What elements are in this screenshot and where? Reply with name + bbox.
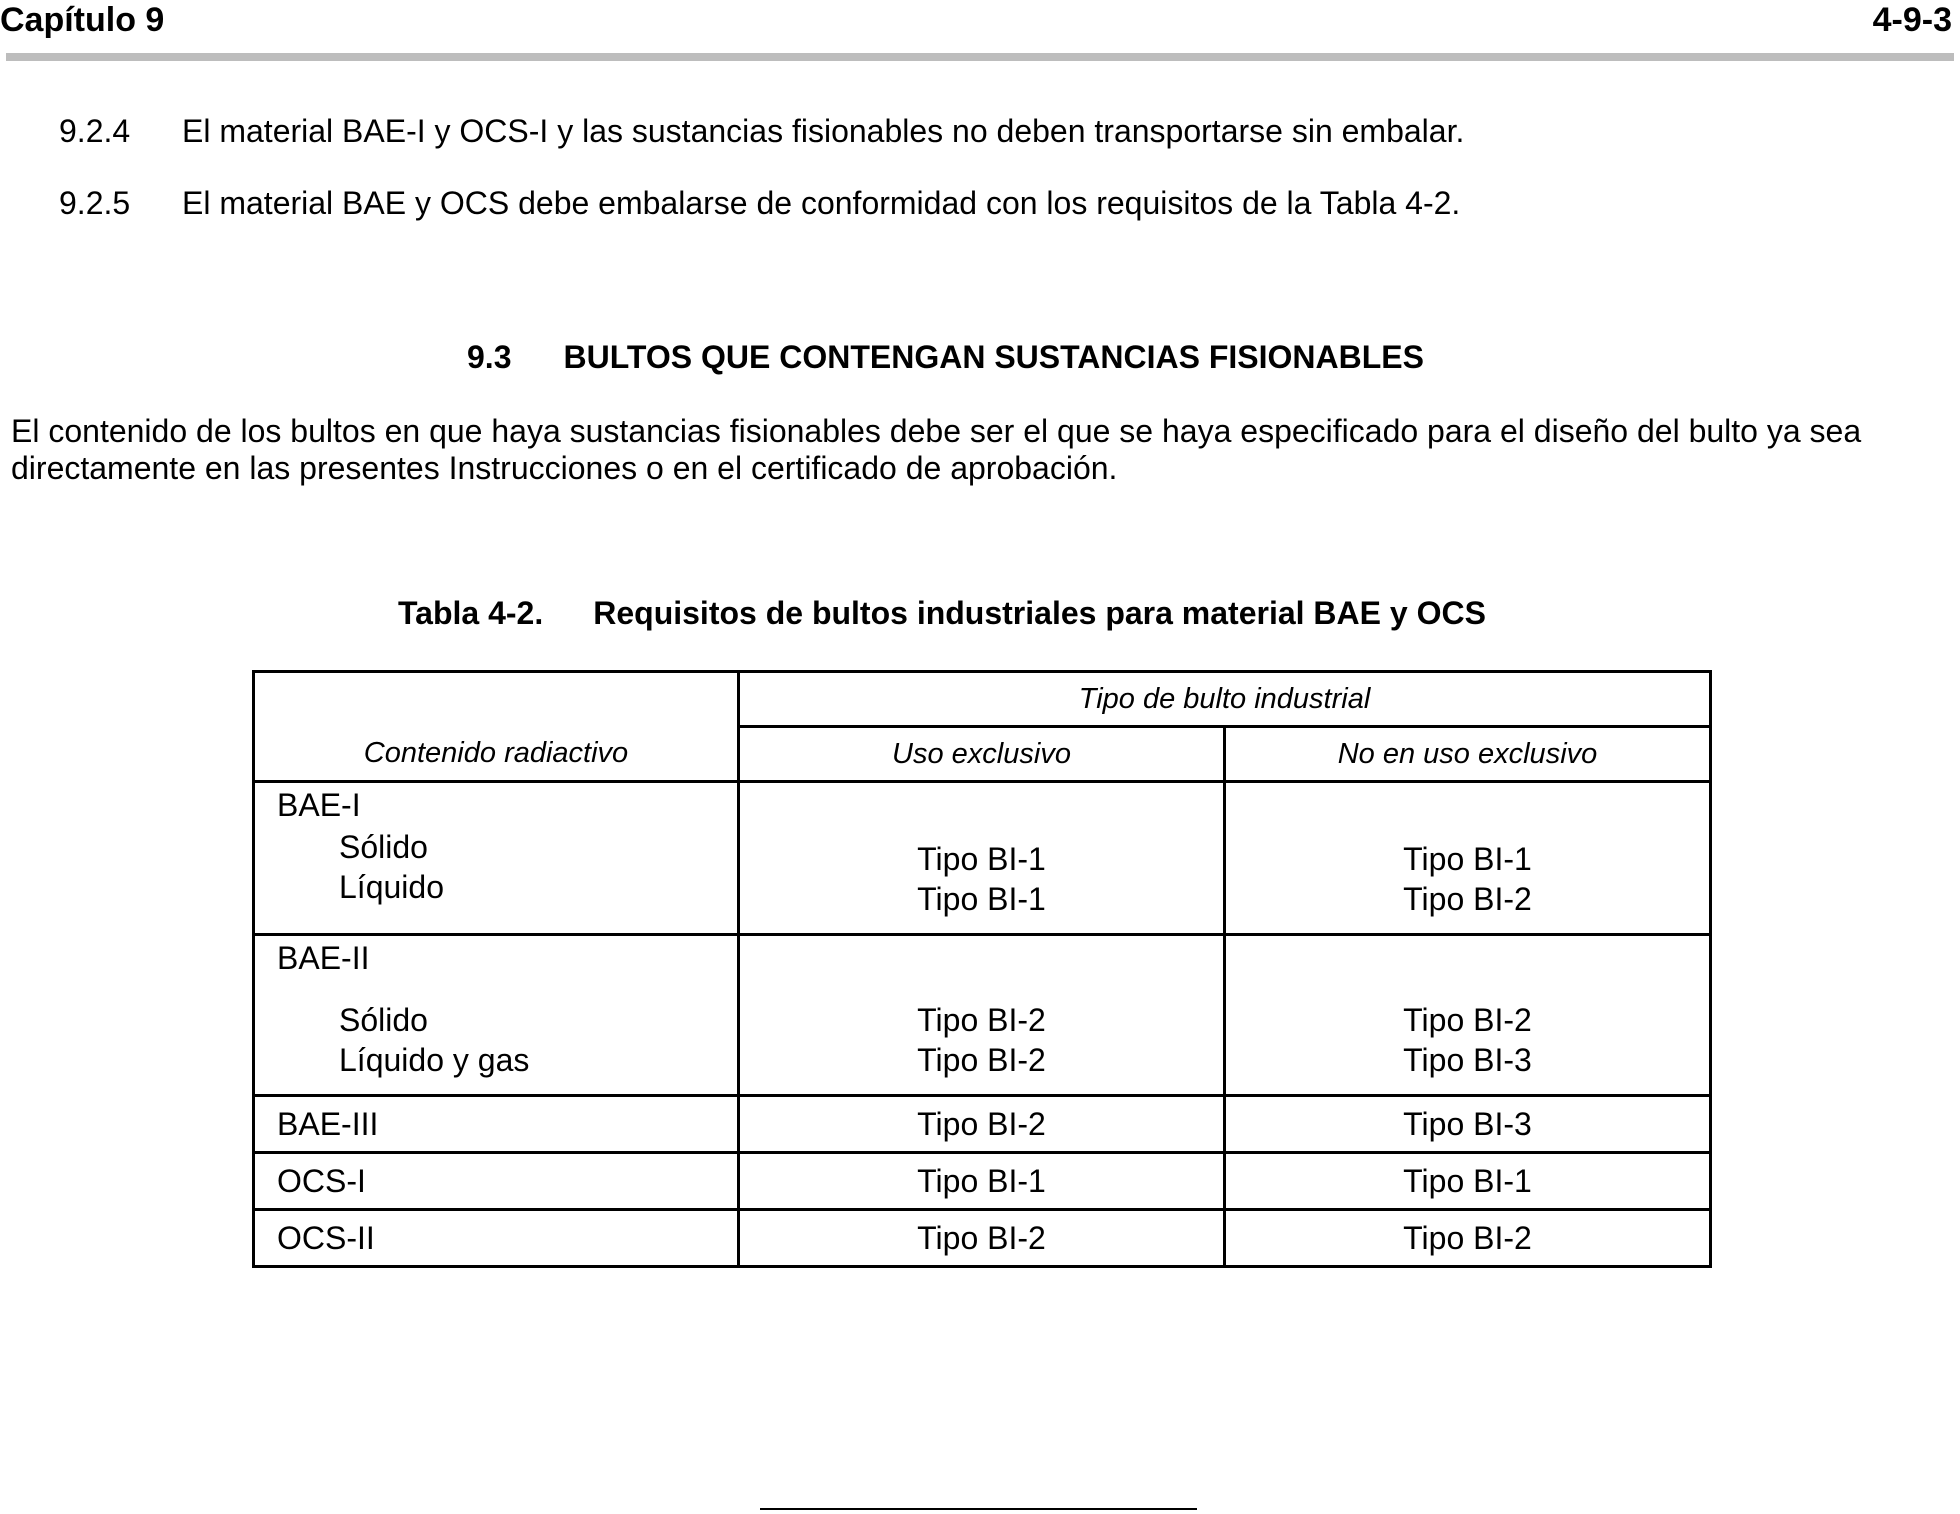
table-cell-value: Tipo BI-1 <box>917 841 1046 877</box>
content-cell <box>254 782 739 935</box>
exclusive-cell <box>739 935 1225 1096</box>
table-caption-title: Requisitos de bultos industriales para material BAE y OCS <box>593 595 1486 631</box>
table-row-bae-ii <box>254 935 1711 1096</box>
table-cell-value: Tipo BI-1 <box>917 881 1046 917</box>
sub-item: Líquido <box>339 869 444 905</box>
paragraph-number: 9.2.4 <box>59 113 131 149</box>
exclusive-cell: Tipo BI-1 <box>739 1153 1225 1210</box>
table-caption-number: Tabla 4-2. <box>398 595 544 631</box>
table-cell-value: Tipo BI-3 <box>1403 1042 1532 1078</box>
table-row-bae-i <box>254 782 1711 935</box>
non-exclusive-cell: Tipo BI-3 <box>1225 1096 1711 1153</box>
sub-item: Sólido <box>339 1002 428 1038</box>
table-row-ocs-i <box>254 1153 1711 1210</box>
col-header-exclusive: Uso exclusivo <box>739 727 1225 782</box>
table-cell-value: Tipo BI-1 <box>1403 841 1532 877</box>
col-header-group: Tipo de bulto industrial <box>739 672 1711 727</box>
section-heading <box>467 338 1424 376</box>
sub-item: Sólido <box>339 829 428 865</box>
content-cell <box>254 935 739 1096</box>
exclusive-cell <box>739 782 1225 935</box>
exclusive-cell: Tipo BI-2 <box>739 1096 1225 1153</box>
paragraph-text: El material BAE y OCS debe embalarse de conformidad con los requisitos de la Tabla 4-2. <box>182 185 1461 221</box>
requirements-table <box>252 670 1712 1268</box>
content-cell: OCS-II <box>254 1210 739 1267</box>
paragraph-number: 9.2.5 <box>59 185 131 221</box>
table-header-row <box>254 672 1711 727</box>
table-row-ocs-ii <box>254 1210 1711 1267</box>
group-label: BAE-II <box>277 940 370 976</box>
section-body: El contenido de los bultos en que haya sustancias fisionables debe ser el que se haya especificado para el diseño del bulto ya sea directamente en las presentes Instrucciones o en el certificado de aprobación. <box>11 413 1862 486</box>
col-header-non-exclusive: No en uso exclusivo <box>1225 727 1711 782</box>
content-cell: OCS-I <box>254 1153 739 1210</box>
exclusive-cell: Tipo BI-2 <box>739 1210 1225 1267</box>
non-exclusive-cell <box>1225 935 1711 1096</box>
table-cell-value: Tipo BI-2 <box>1403 881 1532 917</box>
table-cell-value: Tipo BI-2 <box>917 1002 1046 1038</box>
table-row-bae-iii <box>254 1096 1711 1153</box>
page-number: 4-9-3 <box>1872 1 1952 39</box>
non-exclusive-cell: Tipo BI-1 <box>1225 1153 1711 1210</box>
table-cell-value: Tipo BI-2 <box>917 1042 1046 1078</box>
sub-item: Líquido y gas <box>339 1042 530 1078</box>
table-caption <box>398 594 1486 632</box>
section-title: BULTOS QUE CONTENGAN SUSTANCIAS FISIONABLES <box>563 339 1424 375</box>
paragraph-text: El material BAE-I y OCS-I y las sustancias fisionables no deben transportarse sin embalar. <box>182 113 1465 149</box>
content-cell: BAE-III <box>254 1096 739 1153</box>
chapter-label: Capítulo 9 <box>0 1 165 39</box>
section-number: 9.3 <box>467 339 512 375</box>
header-divider <box>6 53 1954 61</box>
non-exclusive-cell <box>1225 782 1711 935</box>
group-label: BAE-I <box>277 787 361 823</box>
footnote-divider <box>760 1508 1197 1510</box>
col-header-content: Contenido radiactivo <box>254 672 739 782</box>
non-exclusive-cell: Tipo BI-2 <box>1225 1210 1711 1267</box>
table-cell-value: Tipo BI-2 <box>1403 1002 1532 1038</box>
